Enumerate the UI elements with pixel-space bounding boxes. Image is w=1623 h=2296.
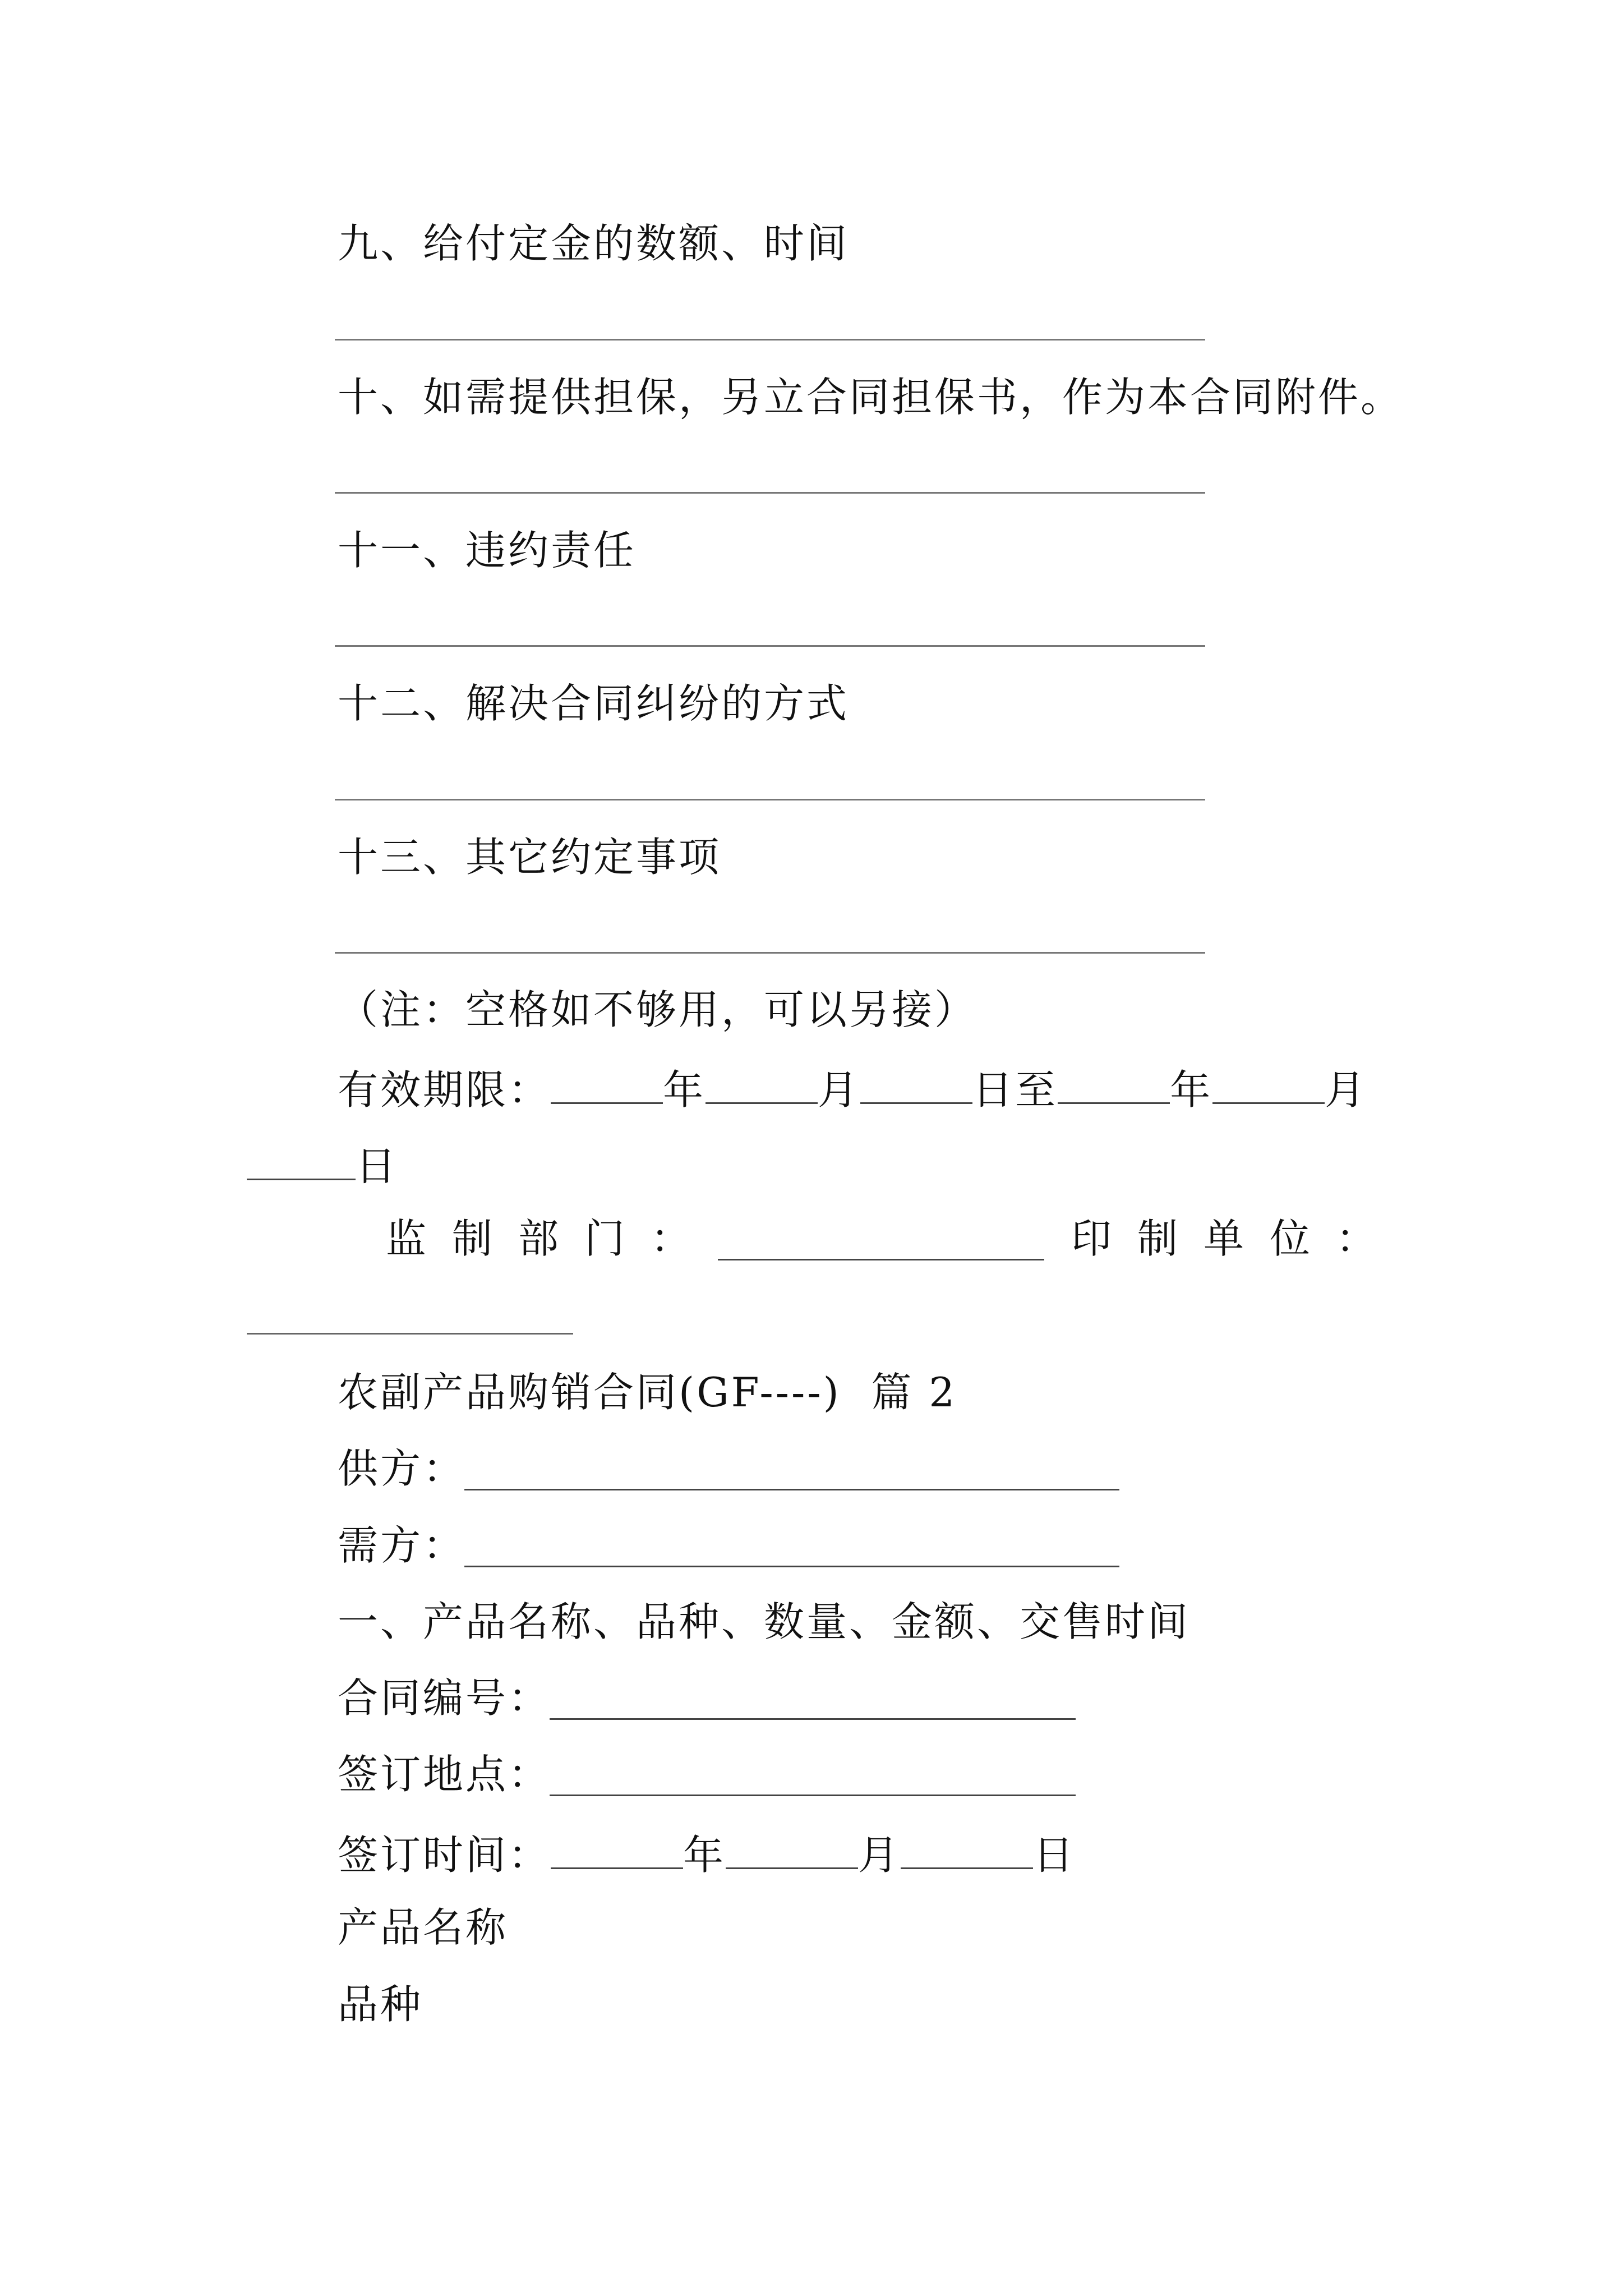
blank-line-ten[interactable]: [335, 492, 1205, 494]
sign-place-label: 签订地点：: [338, 1751, 551, 1798]
product-name-label: 产品名称: [338, 1904, 509, 1951]
variety-label: 品种: [338, 1981, 423, 2028]
validity-month1-blank[interactable]: [706, 1066, 818, 1104]
validity-day2: 日: [356, 1142, 399, 1190]
validity-month1: 月: [818, 1066, 861, 1114]
validity-year1-blank[interactable]: [551, 1066, 663, 1104]
sign-month-blank[interactable]: [726, 1831, 858, 1869]
supplier-label: 供方：: [338, 1445, 466, 1492]
contract-no-blank[interactable]: [550, 1718, 1076, 1720]
validity-year1: 年: [663, 1066, 706, 1114]
supplier-line: [338, 1445, 466, 1492]
supplier-blank[interactable]: [464, 1489, 1119, 1490]
sign-time-line: [338, 1831, 1076, 1879]
sign-year: 年: [683, 1831, 726, 1879]
contract-no-label: 合同编号：: [338, 1674, 551, 1722]
clause-eleven: 十一、违约责任: [338, 527, 637, 574]
sign-day-blank[interactable]: [901, 1831, 1033, 1869]
sign-time-label: 签订时间：: [338, 1831, 551, 1879]
contract-no-line: [338, 1674, 551, 1722]
clause-ten: 十、如需提供担保，另立合同担保书，作为本合同附件。: [338, 374, 1404, 421]
validity-year2-blank[interactable]: [1058, 1066, 1170, 1104]
blank-line-twelve[interactable]: [335, 799, 1205, 800]
validity-line: [338, 1066, 1368, 1114]
sign-day: 日: [1033, 1831, 1076, 1879]
printer-blank[interactable]: [247, 1333, 573, 1335]
validity-day-to: 日至: [972, 1066, 1058, 1114]
sign-place-line: [338, 1751, 551, 1798]
validity-month2-blank[interactable]: [1212, 1066, 1325, 1104]
sign-month: 月: [858, 1831, 901, 1879]
validity-day2-blank[interactable]: [247, 1142, 356, 1180]
blank-line-nine[interactable]: [335, 339, 1205, 341]
buyer-line: [338, 1522, 466, 1569]
sign-year-blank[interactable]: [551, 1831, 683, 1869]
validity-month2: 月: [1325, 1066, 1368, 1114]
note-text: （注：空格如不够用，可以另接）: [338, 986, 978, 1033]
sign-place-blank[interactable]: [550, 1795, 1076, 1796]
validity-day1-blank[interactable]: [860, 1066, 972, 1104]
contract2-title: 农副产品购销合同(GF----) 篇 2: [338, 1369, 957, 1416]
buyer-label: 需方：: [338, 1522, 466, 1569]
printer-label: 印制单位：: [1071, 1215, 1403, 1262]
contract2-section1: 一、产品名称、品种、数量、金额、交售时间: [338, 1598, 1191, 1645]
blank-line-eleven[interactable]: [335, 645, 1205, 647]
validity-label: 有效期限：: [338, 1066, 551, 1114]
clause-thirteen: 十三、其它约定事项: [338, 834, 722, 881]
validity-line-2: [247, 1142, 399, 1190]
supervision-dept-blank[interactable]: [718, 1259, 1044, 1260]
blank-line-thirteen[interactable]: [335, 952, 1205, 954]
clause-nine: 九、给付定金的数额、时间: [338, 220, 850, 267]
validity-year2: 年: [1170, 1066, 1213, 1114]
clause-twelve: 十二、解决合同纠纷的方式: [338, 680, 850, 727]
buyer-blank[interactable]: [464, 1566, 1119, 1567]
supervision-dept-label: 监制部门：: [386, 1215, 717, 1262]
